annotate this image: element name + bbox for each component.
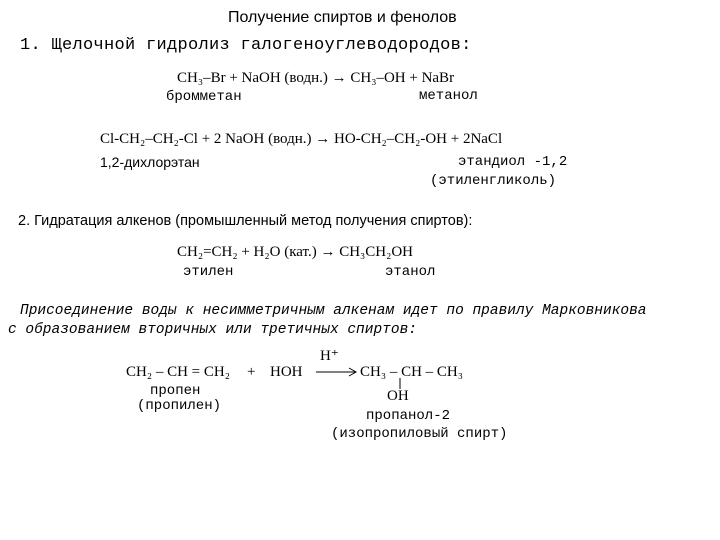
label-isopropyl-alcohol: (изопропиловый спирт) <box>331 426 508 442</box>
equation-dichloroethane: Cl-CH₂–CH₂-Cl + 2 NaOH (водн.) → HO-CH₂–CH₂-OH + 2NaCl <box>100 131 503 147</box>
label-propanol-2: пропанол-2 <box>366 408 451 424</box>
label-ethylene-glycol: (этиленгликоль) <box>430 173 557 189</box>
section-1-heading: 1. Щелочной гидролиз галогеноуглеводородов: <box>20 36 472 55</box>
catalyst-label: H⁺ <box>320 348 339 364</box>
propene-formula: CH₂ – CH = CH₂ <box>126 364 230 380</box>
propanol-formula: CH₃ – CH – CH₃ <box>360 364 463 380</box>
hydroxyl-group: OH <box>387 388 409 404</box>
markovnikov-line-2: с образованием вторичных или третичных спиртов: <box>8 322 417 338</box>
page-title: Получение спиртов и фенолов <box>228 9 457 26</box>
water-formula: HOH <box>270 364 303 380</box>
equation-methyl-bromide: CH₃–Br + NaOH (водн.) → CH₃–OH + NaBr <box>177 70 455 86</box>
label-propylene: (пропилен) <box>137 398 222 414</box>
label-bromomethane: бромметан <box>166 89 242 105</box>
label-propene: пропен <box>150 383 201 399</box>
plus-sign: + <box>247 364 256 380</box>
label-methanol: метанол <box>419 88 478 104</box>
label-ethylene: этилен <box>183 264 234 280</box>
reaction-arrow <box>315 366 359 378</box>
section-2-heading: 2. Гидратация алкенов (промышленный метод получения спиртов): <box>18 213 473 229</box>
label-ethanediol: этандиол -1,2 <box>458 154 568 170</box>
equation-ethylene-hydration: CH₂=CH₂ + H₂O (кат.) → CH₃CH₂OH <box>177 244 413 260</box>
label-ethanol: этанол <box>385 264 436 280</box>
markovnikov-line-1: Присоединение воды к несимметричным алкенам идет по правилу Марковникова <box>20 303 647 319</box>
label-dichloroethane: 1,2-дихлорэтан <box>100 154 200 170</box>
